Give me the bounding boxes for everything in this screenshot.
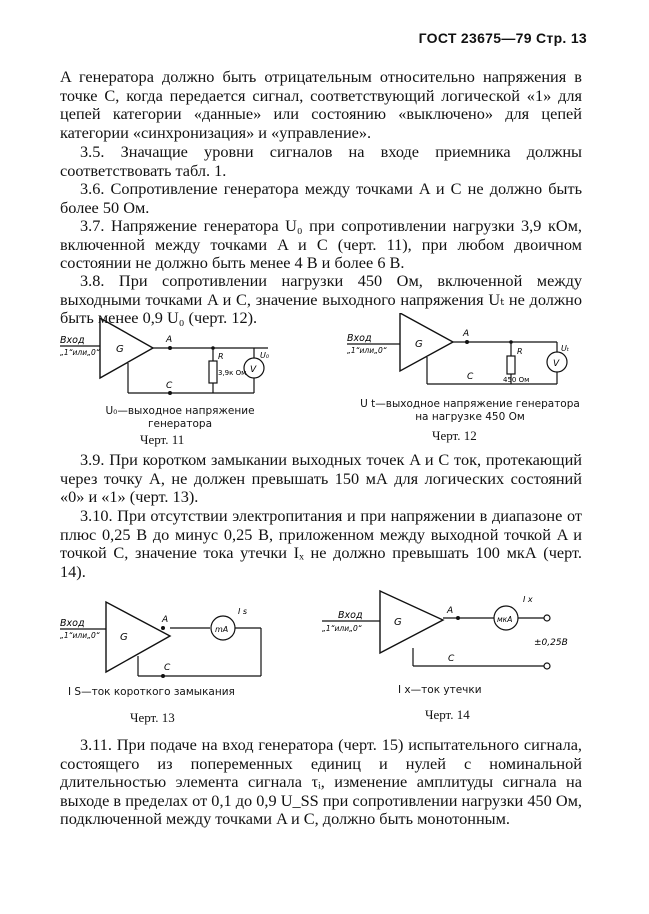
figure-11-number: Черт. 11 <box>140 432 185 447</box>
figure-12-number: Черт. 12 <box>432 428 477 443</box>
f13-input-label: Вход <box>60 618 85 629</box>
figure-14-number: Черт. 14 <box>425 707 470 722</box>
figure-14-circuit <box>318 588 588 683</box>
f13-meter-label: I s <box>238 607 248 616</box>
paragraph-3-9: 3.9. При коротком замыкании выходных точек A и C ток, протекающий через точку A, не должен превышать 150 мА для логических состояний «0» и «1» (черт. 13). <box>60 450 582 506</box>
figure-14-caption: I x—ток утечки <box>398 684 482 696</box>
f12-meter: V <box>553 359 560 369</box>
paragraph-3-7: 3.7. Напряжение генератора U₀ при сопротивлении нагрузки 3,9 кОм, включенной между точками A и C (черт. 11), при любом двоичном состоянии не должно быть менее 4 В и более 6 В. <box>60 216 582 272</box>
f14-meter: мкА <box>497 615 513 624</box>
f13-point-c: C <box>164 663 171 673</box>
f11-input-sub: „1“или„0“ <box>60 348 100 357</box>
f12-input-label: Вход <box>347 333 372 344</box>
f11-input-label: Вход <box>60 335 85 346</box>
f12-resistor-value: 450 Ом <box>503 376 530 384</box>
f14-voltage: ±0,25В <box>534 638 568 648</box>
f14-point-a: A <box>447 606 454 616</box>
figure-13-caption: I S—ток короткого замыкания <box>68 686 235 698</box>
f12-gen-label: G <box>415 339 423 350</box>
figure-12-caption-line2: на нагрузке 450 Ом <box>415 411 525 423</box>
paragraph-3-11: 3.11. При подаче на вход генератора (черт. 15) испытательного сигнала, состоящего из попеременных единиц и нулей с номинальной длительностью элемента сигнала τᵢ, изменение амплитуды сигнала на выходе в пределах от 0,1 до 0,9 U_SS при сопротивлении нагрузки 450 Ом, подключенной между точками A и C, должно быть монотонным. <box>60 735 582 828</box>
f12-resistor-label: R <box>517 347 523 356</box>
f12-meter-label: Uₜ <box>561 344 570 353</box>
figure-11-circuit <box>58 318 278 408</box>
f14-point-c: C <box>448 654 455 664</box>
f11-meter: V <box>250 365 257 375</box>
f11-gen-label: G <box>116 344 124 355</box>
f11-point-a: A <box>166 335 173 345</box>
f12-point-a: A <box>463 329 470 339</box>
f13-input-sub: „1“или„0“ <box>60 631 100 640</box>
figure-13-circuit <box>58 600 278 685</box>
paragraph-3-5: 3.5. Значащие уровни сигналов на входе приемника должны соответствовать табл. 1. <box>60 142 582 180</box>
f14-input-label: Вход <box>338 610 363 621</box>
paragraph-3-10: 3.10. При отсутствии электропитания и при напряжении в диапазоне от плюс 0,25 В до минус 0,25 В, приложенном между выходной точкой A и точкой C, значение тока утечки Iₓ не должно превышать 100 мкА (черт. 14). <box>60 506 582 581</box>
f13-gen-label: G <box>120 632 128 643</box>
paragraph-continuation: A генератора должно быть отрицательным относительно напряжения в точке C, когда передается сигнал, соответствующий логической «1» для цепей категории «данные» или состоянию «выключено» для цепей категории «синхронизация» и «управление». <box>60 67 582 142</box>
f14-meter-label: I x <box>523 595 533 604</box>
f12-input-sub: „1“или„0“ <box>347 346 387 355</box>
f11-meter-label: U₀ <box>260 351 270 360</box>
f11-resistor-label: R <box>218 352 224 361</box>
figure-12-circuit <box>345 313 580 398</box>
paragraph-3-8: 3.8. При сопротивлении нагрузки 450 Ом, включенной между выходными точками A и C, значение выходного напряжения Uₜ не должно быть менее 0,9 U₀ (черт. 12). <box>60 271 582 327</box>
f14-gen-label: G <box>394 617 402 628</box>
page-header: ГОСТ 23675—79 Стр. 13 <box>418 30 587 46</box>
figure-13-number: Черт. 13 <box>130 710 175 725</box>
figure-12-caption-line1: U t—выходное напряжение генератора <box>360 398 580 410</box>
figure-11-caption: U₀—выходное напряжение генератора <box>105 405 255 430</box>
f11-resistor-value: 3,9к Ом <box>218 369 247 377</box>
f11-point-c: C <box>166 381 173 391</box>
f14-input-sub: „1“или„0“ <box>322 624 362 633</box>
f13-meter: mA <box>215 625 229 634</box>
f13-point-a: A <box>162 615 169 625</box>
paragraph-3-6: 3.6. Сопротивление генератора между точками A и C не должно быть более 50 Ом. <box>60 179 582 217</box>
f12-point-c: C <box>467 372 474 382</box>
